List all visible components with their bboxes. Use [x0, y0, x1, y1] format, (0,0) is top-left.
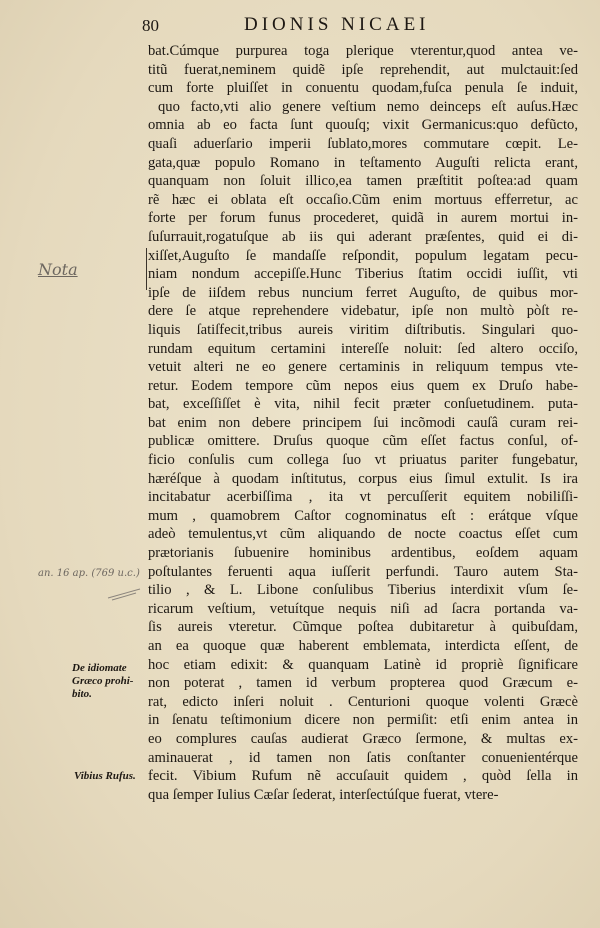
text-line: quanquam non ſoluit illico,ea tamen præſtitit poſtea:ad quam: [148, 173, 578, 190]
pencil-scribble-icon: [106, 586, 142, 602]
text-line: rat, edicto inſeri noluit . Centurioni quoque volenti Græcè: [148, 693, 578, 710]
text-line: bat enim non debere principem ſui incõmodi cauſâ curam rei-: [148, 414, 578, 431]
text-line: non poterat , tamen id verbum propterea quod Græcum e-: [148, 675, 578, 692]
margin-bracket: [146, 248, 151, 290]
page-header: [0, 14, 600, 38]
text-line: ſuſurrauit,rogatuſque ab iis qui aderant præſentes, quid ei di-: [148, 228, 578, 245]
text-line: ſis aureis vteretur. Cũmque poſtea dubitaretur à quibuſdam,: [148, 619, 578, 636]
text-line: titũ fuerat,neminem quidẽ ipſe reprehendit, aut mulctauit:ſed: [148, 61, 578, 78]
text-line: mum , quamobrem Caſtor cognominatus eſt : erátque vſque: [148, 507, 578, 524]
text-line: dere ſe atque reprehendere videbatur, ipſe non multò pòſt re-: [148, 303, 578, 320]
text-line: ricarum veſtium, vetuítque nequis niſi ad ſacra portanda va-: [148, 600, 578, 617]
text-line: publicæ omittere. Druſus quoque cũm eſſet factus conſul, of-: [148, 433, 578, 450]
text-line: rẽ hæc ei oblata eſt occaſio.Cũm enim mortuus efferretur, ac: [148, 191, 578, 208]
text-line: bat.Cúmque purpurea toga plerique vterentur,quod antea ve-: [148, 43, 578, 59]
text-line: poſtulantes feruenti aqua iuſſerit perfundi. Tauro autem Sta-: [148, 563, 578, 580]
text-line: hæréſque à quodam inſtitutus, corpus eius ſimul extulit. Is ira: [148, 470, 578, 487]
margin-note-nota: Nota: [38, 260, 78, 279]
text-line: niam nondum accepiſſe.Hunc Tiberius ſtatim occidi iuſſit, vti: [148, 266, 578, 283]
text-line: cum forte pluiſſet in conuentu quodam,fuſca penula ſe induit,: [148, 80, 578, 97]
text-line: tilio , & L. Libone conſulibus Tiberius interdixit vſum ſe-: [148, 582, 578, 599]
text-line: retur. Eodem tempore cũm nepos eius quem ex Druſo habe-: [148, 377, 578, 394]
text-line: prætorianis ſubuenire hominibus ardentibus, eoſdem aquam: [148, 545, 578, 562]
text-line: quo facto,vti alio genere veſtium nemo deinceps eſt auſus.Hæc: [158, 98, 578, 115]
text-line: ficio conſulis cum collega ſuo vt priuatus pariter fungebatur,: [148, 452, 578, 469]
text-line: aminauerat , id tamen non ſatis conſtanter conuenientérque: [148, 749, 578, 766]
text-line: adeò temulentus,vt cũm aliquando de nocte coactus eſſet cum: [148, 526, 578, 543]
text-line: eo complures cauſas audierat Græco ſermone, & multas ex-: [148, 730, 578, 747]
text-line: forte per forum funus procederet, quidã in aurem mortui in-: [148, 210, 578, 227]
text-line: ipſe de iiſdem rebus nuncium ferret Auguſto, de quibus mor-: [148, 284, 578, 301]
text-line: gata,quæ populo Romano in teſtamento Auguſti relicta erant,: [148, 154, 578, 171]
margin-note-year: an. 16 ap. (769 u.c.): [38, 568, 140, 579]
text-line: incitabatur acerbiſſima , ita vt percuſſerit equitem nobiliſſi-: [148, 489, 578, 506]
text-line: an ea quoque quæ haberent emblemata, interdicta eſſent, de: [148, 638, 578, 654]
text-line: qua ſemper Iulius Cæſar ſederat, interſectúſque fuerat, vtere-: [148, 786, 499, 803]
text-line: xiſſet,Auguſto ſe mandaſſe reſpondit, populum legatam pecu-: [148, 247, 578, 264]
text-line: quaſi aduerſario imperii ſublato,mores commutare cœpit. Le-: [148, 135, 578, 152]
text-line: bat, exceſſiſſet è vita, nihil fecit præter conſuetudinem. puta-: [148, 396, 578, 413]
margin-note-idiomate: De idiomate Græco prohi- bito.: [72, 662, 134, 700]
margin-note-vibius: Vibius Rufus.: [74, 770, 136, 782]
running-head: DIONIS NICAEI: [244, 14, 430, 35]
text-line: hoc etiam edixit: & quanquam Latinè id propriè ſignificare: [148, 656, 578, 673]
text-line: liquis ſatiſfecit,tribus aureis viritim diſtributis. Singulari quo-: [148, 321, 578, 338]
text-line: omnia ab eo facta ſunt quouſq; vixit Germanicus:quo defũcto,: [148, 117, 578, 134]
text-line: vetuit alteri ne eo genere certaminis in reliquum tempus vte-: [148, 359, 578, 376]
body-text: [148, 42, 578, 804]
text-line: rundam equitum certamini intereſſe noluit: ſed altero occiſo,: [148, 340, 578, 357]
pencil-mark-icon: [150, 140, 164, 150]
page-number: 80: [142, 16, 159, 35]
text-line: in ſenatu teſtimonium dicere non permiſit: etſi enim antea in: [148, 712, 578, 729]
text-line: fecit. Vibium Rufum nẽ accuſauit quidem , quòd ſella in: [148, 768, 578, 785]
